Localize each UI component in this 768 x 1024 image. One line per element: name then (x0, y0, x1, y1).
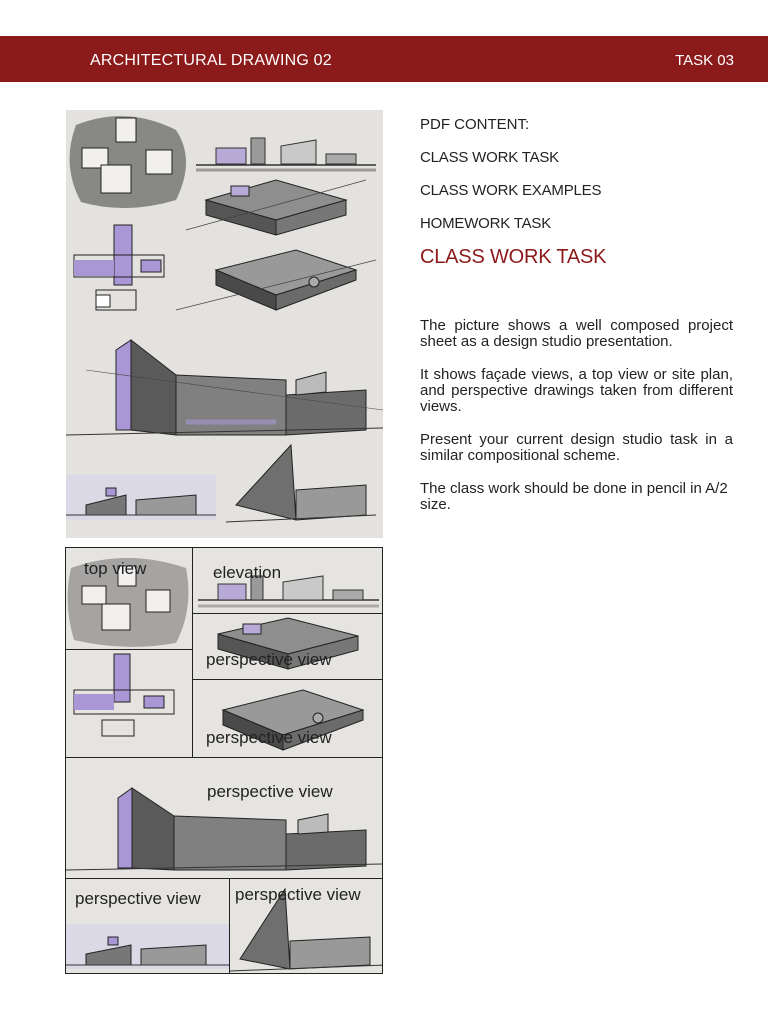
cell-perspective-3 (65, 757, 383, 880)
cell-perspective-5 (229, 878, 383, 974)
paragraph-4: The class work should be done in pencil in A/2 size. (420, 480, 728, 513)
toc-heading: PDF CONTENT: (420, 116, 530, 133)
document-title: ARCHITECTURAL DRAWING 02 (90, 52, 332, 69)
paragraph-1: The picture shows a well composed project sheet as a design studio presentation. (420, 317, 733, 350)
label-perspective-2: perspective view (206, 728, 332, 747)
cell-perspective-1 (192, 613, 383, 681)
label-perspective-5: perspective view (235, 885, 361, 904)
label-top-view: top view (84, 559, 147, 578)
paragraph-2: It shows façade views, a top view or site plan, and perspective drawings taken from different views. (420, 366, 733, 415)
label-elevation: elevation (213, 563, 282, 582)
label-perspective-3: perspective view (207, 782, 333, 801)
cell-perspective-2 (192, 679, 383, 759)
task-number: TASK 03 (675, 52, 734, 69)
cell-elevation (192, 547, 383, 615)
cell-perspective-4 (65, 878, 231, 974)
layout-scheme (65, 547, 383, 974)
content-column (420, 116, 733, 269)
label-perspective-1: perspective view (206, 650, 332, 669)
paragraph-3: Present your current design studio task in a similar compositional scheme. (420, 431, 733, 464)
label-perspective-4: perspective view (75, 889, 201, 908)
toc-item-class-work-task: CLASS WORK TASK (420, 149, 559, 166)
toc-item-homework-task: HOMEWORK TASK (420, 215, 552, 232)
cell-plan (65, 649, 194, 759)
section-title: CLASS WORK TASK (420, 246, 607, 268)
toc-item-class-work-examples: CLASS WORK EXAMPLES (420, 182, 602, 199)
cell-top-view (65, 547, 194, 651)
header-bar (0, 36, 768, 82)
project-sheet-image (66, 110, 383, 538)
